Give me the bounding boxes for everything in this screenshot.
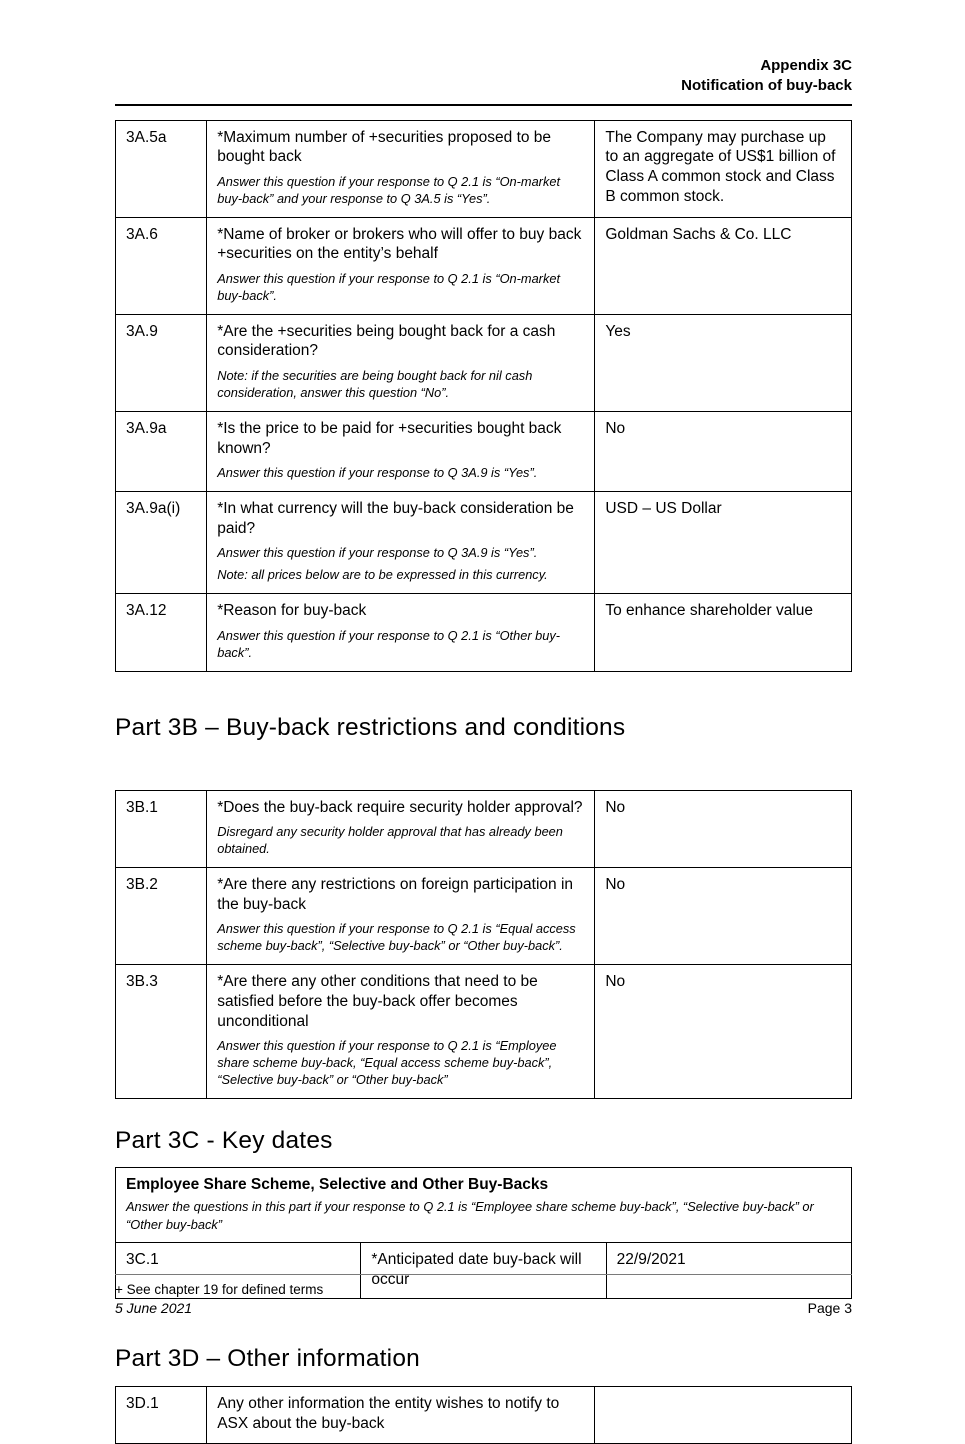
- footer-date: 5 June 2021: [115, 1300, 193, 1317]
- question-text: *Anticipated date buy-back will occur: [371, 1250, 582, 1288]
- question-note: Answer this question if your response to Q 2.1 is “Employee share scheme buy-back, “Equal access scheme buy-back”, “Selective buy-back” or “Other buy-back”: [217, 1038, 557, 1088]
- question-text: *Is the price to be paid for +securities bought back known?: [217, 419, 562, 457]
- row-id: 3A.5a: [116, 120, 207, 217]
- table-row-3a9ai: [116, 492, 852, 594]
- row-id: 3B.3: [116, 965, 207, 1099]
- table-part-3b: [115, 790, 852, 1099]
- question-text: Any other information the entity wishes to notify to ASX about the buy-back: [217, 1395, 560, 1432]
- section-heading-part-3b: Part 3B – Buy-back restrictions and conditions: [115, 713, 626, 741]
- question-cell: [207, 594, 595, 671]
- row-id: 3A.12: [116, 594, 207, 671]
- answer-text: 22/9/2021: [606, 1242, 851, 1298]
- question-note: Answer this question if your response to Q 2.1 is “Other buy-back”.: [217, 627, 561, 660]
- table-row-3b2: [116, 868, 852, 965]
- section-heading-part-3d: Part 3D – Other information: [115, 1345, 420, 1373]
- answer-text: [595, 1387, 852, 1443]
- question-cell: [207, 492, 595, 594]
- question-note: Answer this question if your response to Q 3A.9 is “Yes”.: [217, 465, 538, 481]
- section-heading-part-3c: Part 3C - Key dates: [115, 1126, 333, 1154]
- question-text: *Maximum number of +securities proposed to be bought back: [217, 128, 552, 166]
- row-id: 3B.1: [116, 790, 207, 867]
- banner-cell: [116, 1167, 852, 1242]
- footer-bottom-row: [115, 1299, 852, 1318]
- header-appendix-label: Appendix 3C: [760, 57, 852, 74]
- document-footer: [115, 1274, 852, 1318]
- answer-text: Goldman Sachs & Co. LLC: [595, 217, 852, 314]
- table-part-3d: [115, 1386, 852, 1443]
- question-cell: [207, 217, 595, 314]
- question-cell: [207, 790, 595, 867]
- row-id: 3B.2: [116, 868, 207, 965]
- answer-text: USD – US Dollar: [595, 492, 852, 594]
- row-id: 3A.9a: [116, 411, 207, 491]
- table-row-3b3: [116, 965, 852, 1099]
- answer-text: No: [595, 790, 852, 867]
- table-row-3a6: [116, 217, 852, 314]
- document-header: [115, 56, 852, 97]
- question-text: *Name of broker or brokers who will offer to buy back +securities on the entity’s behalf: [217, 225, 582, 263]
- row-id: 3A.6: [116, 217, 207, 314]
- question-note: Answer this question if your response to Q 3A.9 is “Yes”.: [217, 545, 538, 561]
- question-cell: [207, 314, 595, 411]
- row-id: 3A.9a(i): [116, 492, 207, 594]
- answer-text: To enhance shareholder value: [595, 594, 852, 671]
- answer-text: The Company may purchase up to an aggregate of US$1 billion of Class A common stock and Class B common stock.: [595, 120, 852, 217]
- question-text: *Does the buy-back require security holder approval?: [217, 798, 583, 816]
- question-note: Answer this question if your response to Q 2.1 is “On-market buy-back”.: [217, 270, 561, 303]
- footer-page-number: Page 3: [807, 1300, 852, 1317]
- footer-rule: [115, 1274, 852, 1275]
- question-text: *Are the +securities being bought back for a cash consideration?: [217, 322, 556, 360]
- question-note: Note: all prices below are to be expressed in this currency.: [217, 567, 548, 583]
- answer-text: No: [595, 965, 852, 1099]
- answer-text: No: [595, 411, 852, 491]
- row-id: 3C.1: [116, 1242, 361, 1298]
- table-row-3a9: [116, 314, 852, 411]
- question-text: *In what currency will the buy-back consideration be paid?: [217, 500, 574, 537]
- question-text: *Reason for buy-back: [217, 602, 367, 620]
- question-cell: [207, 120, 595, 217]
- table-row-3a5a: [116, 120, 852, 217]
- question-cell: [207, 1387, 595, 1443]
- question-text: *Are there any restrictions on foreign participation in the buy-back: [217, 876, 574, 913]
- question-note: Note: if the securities are being bought back for nil cash consideration, answer this question “No”.: [217, 368, 533, 400]
- table-banner-row: [116, 1167, 852, 1242]
- question-note: Disregard any security holder approval that has already been obtained.: [217, 824, 563, 857]
- question-cell: [207, 965, 595, 1099]
- footer-defined-terms: + See chapter 19 for defined terms: [115, 1281, 324, 1297]
- question-cell: [207, 411, 595, 491]
- question-note: Answer this question if your response to Q 2.1 is “On-market buy-back” and your response to Q 3A.5 is “Yes”.: [217, 173, 561, 206]
- table-row-3a12: [116, 594, 852, 671]
- header-rule: [115, 104, 852, 106]
- table-part-3a: [115, 120, 852, 672]
- table-row-3b1: [116, 790, 852, 867]
- row-id: 3A.9: [116, 314, 207, 411]
- table-row-3d1: [116, 1387, 852, 1443]
- answer-text: No: [595, 868, 852, 965]
- table-row-3a9a: [116, 411, 852, 491]
- banner-note: Answer the questions in this part if your response to Q 2.1 is “Employee share scheme buy-back”, “Selective buy-back” or “Other buy-back”: [126, 1199, 814, 1232]
- question-text: *Are there any other conditions that need to be satisfied before the buy-back offer becomes unconditional: [217, 973, 538, 1030]
- row-id: 3D.1: [116, 1387, 207, 1443]
- question-note: Answer this question if your response to Q 2.1 is “Equal access scheme buy-back”, “Selective buy-back” or “Other buy-back”.: [217, 921, 576, 954]
- banner-title: Employee Share Scheme, Selective and Other Buy-Backs: [126, 1175, 549, 1193]
- header-document-title: Notification of buy-back: [681, 77, 852, 95]
- question-cell: [207, 868, 595, 965]
- answer-text: Yes: [595, 314, 852, 411]
